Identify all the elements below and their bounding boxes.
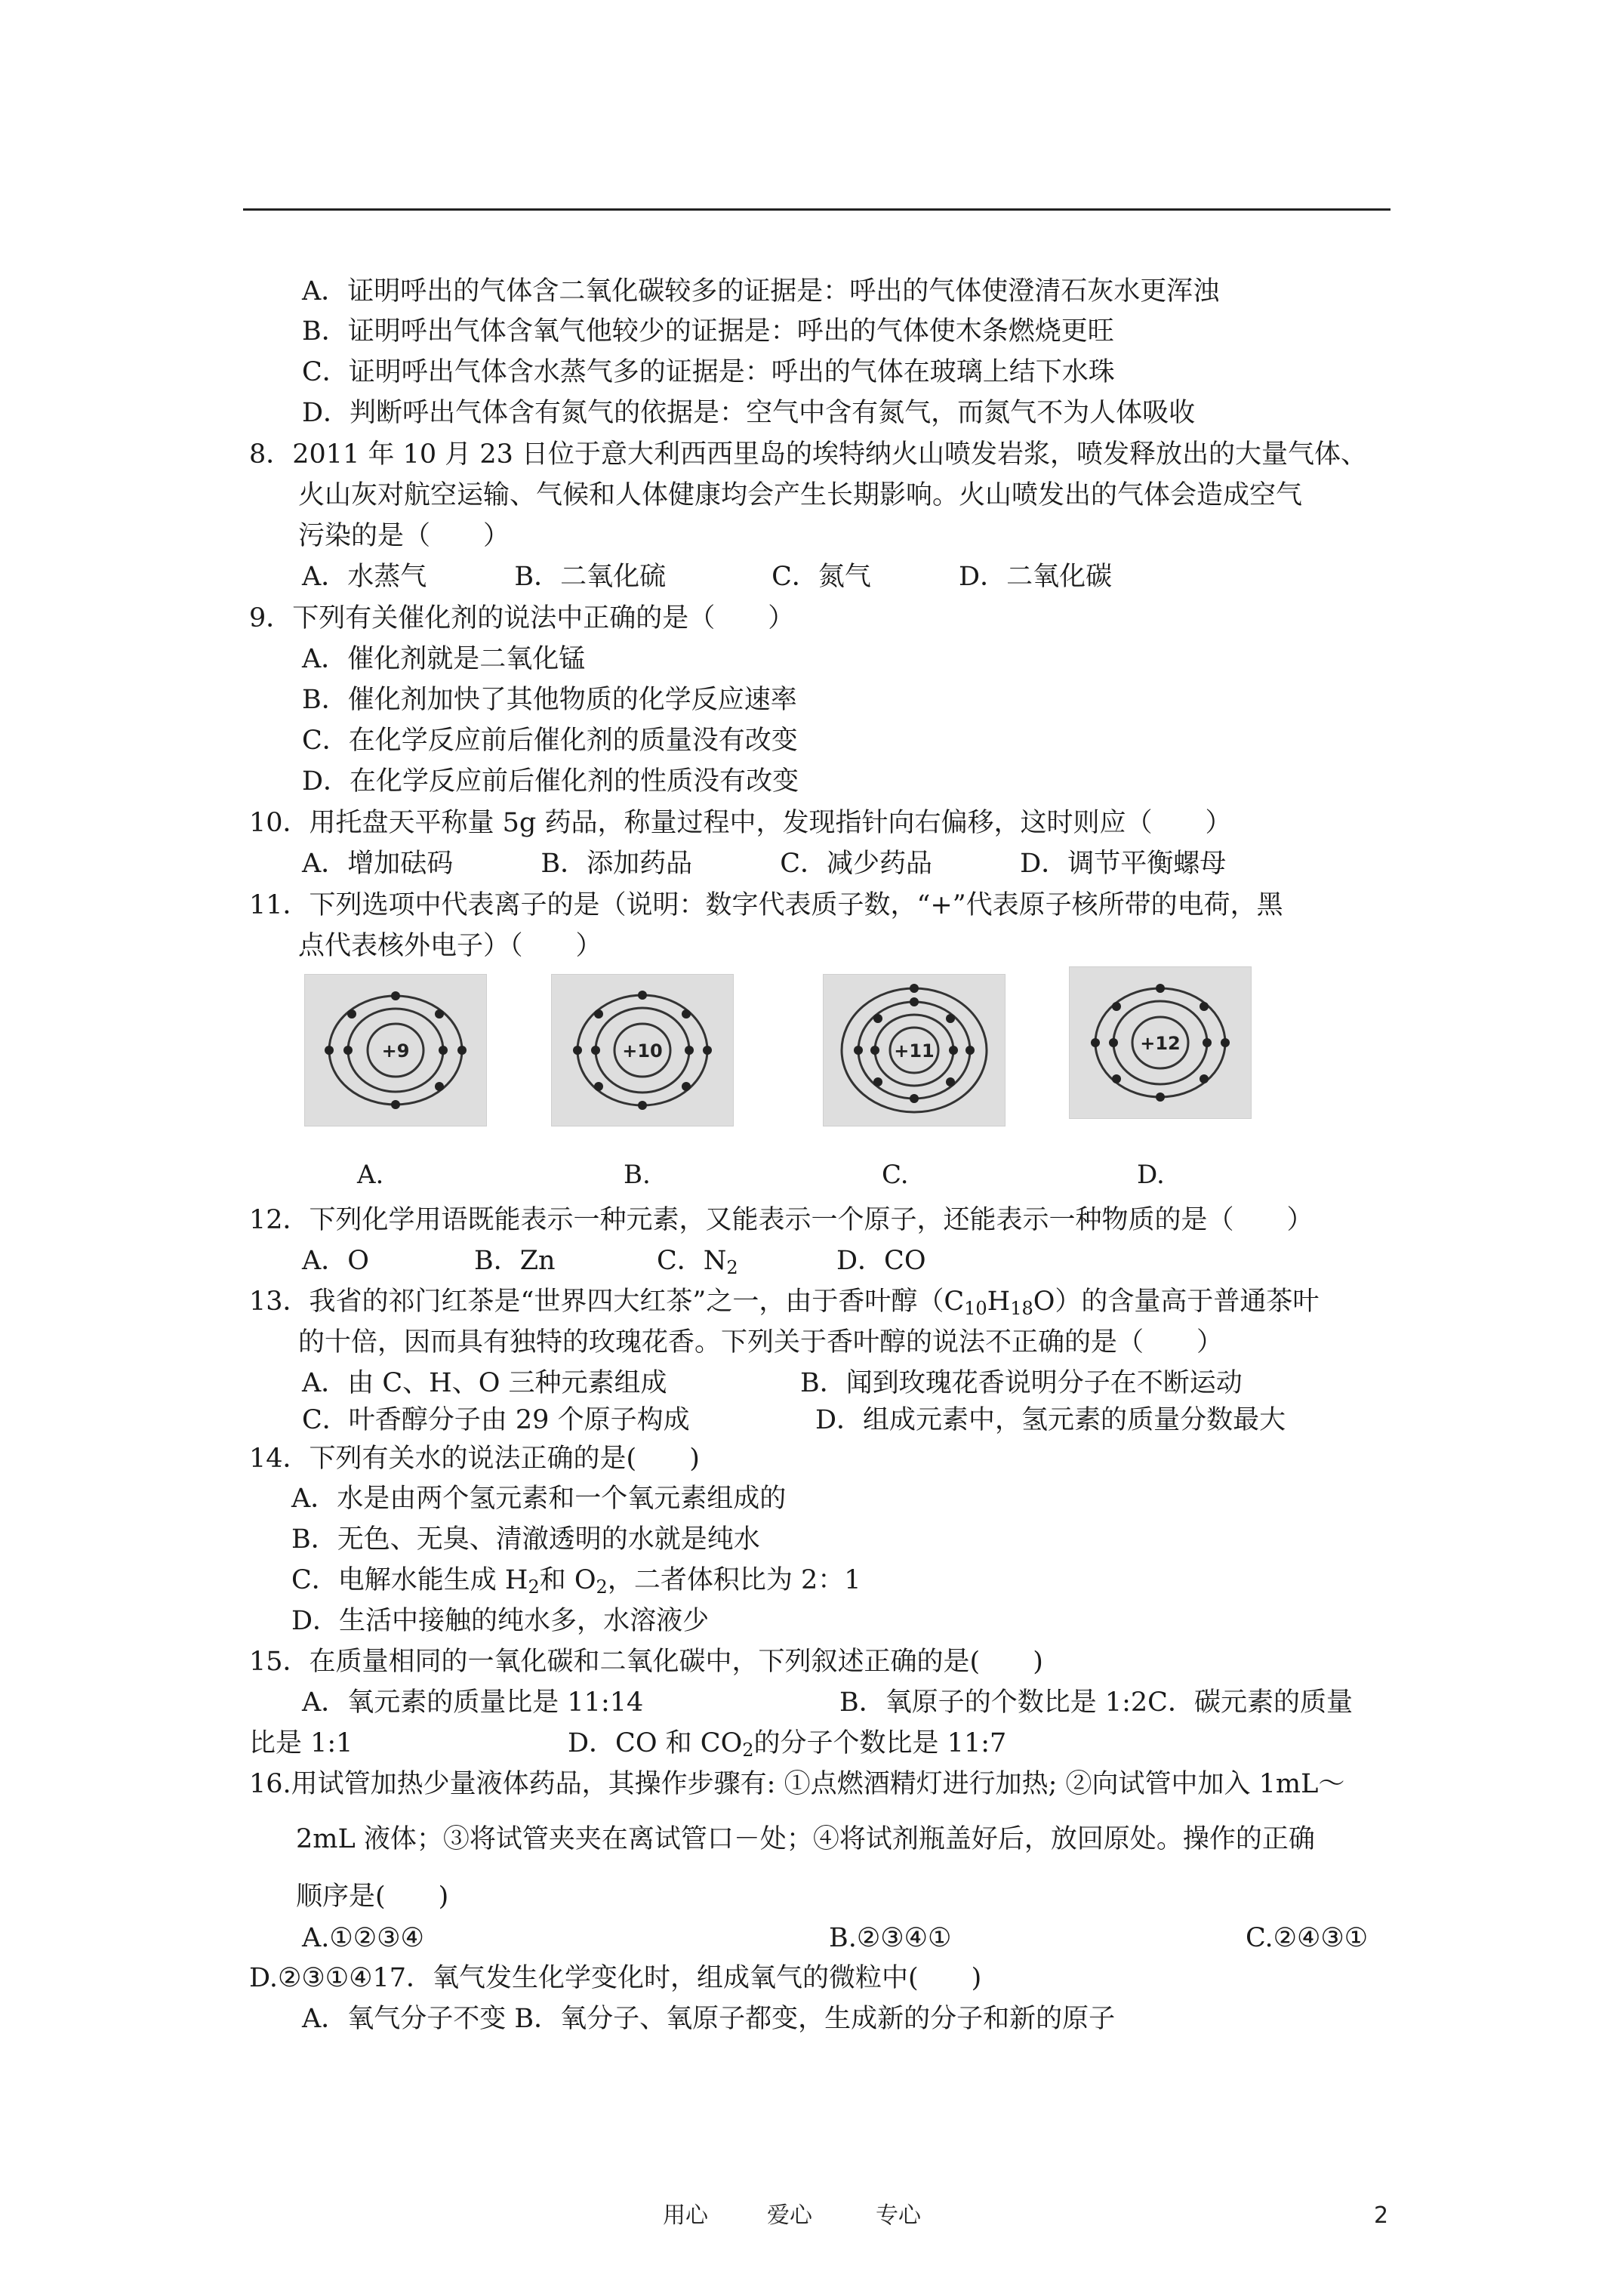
nucleus-label-d: +12 [1140,1033,1181,1054]
q16-option-d-q17-stem: D.②③①④17．氧气发生化学变化时，组成氧气的微粒中( ) [249,1963,982,1993]
q13-option-b: B．闻到玫瑰花香说明分子在不断运动 [800,1368,1243,1398]
footer-slogan-3: 专心 [876,2202,921,2229]
atom-diagram-a-svg [305,975,486,1126]
q13-stem-line2: 的十倍，因而具有独特的玫瑰花香。下列关于香叶醇的说法不正确的是（ ） [298,1327,1224,1358]
atom-diagram-b [551,974,734,1126]
q12-option-c: C．$N_2$ [657,1246,738,1278]
q7-option-b: B．证明呼出气体含氧气他较少的证据是：呼出的气体使木条燃烧更旺 [302,316,1114,347]
q14-stem: 14．下列有关水的说法正确的是( ) [249,1444,700,1474]
q12-option-a: A．O [302,1246,369,1276]
q7-option-a: A．证明呼出的气体含二氧化碳较多的证据是：呼出的气体使澄清石灰水更浑浊 [302,276,1220,307]
q12-option-b: B．Zn [474,1246,556,1276]
q16-option-a: A.①②③④ [302,1923,424,1953]
q9-option-c: C．在化学反应前后催化剂的质量没有改变 [302,726,798,756]
footer-slogan-2: 爱心 [767,2202,812,2229]
q10-stem: 10．用托盘天平称量 5g 药品，称量过程中，发现指针向右偏移，这时则应（ ） [249,808,1232,838]
q13-stem-line1: 13．我省的祁门红茶是“世界四大红茶”之一，由于香叶醇$(C_{10}H_{18}O)$的含量高于普通茶叶 [249,1287,1320,1319]
q14-option-d: D．生活中接触的纯水多，水溶液少 [291,1606,710,1636]
q17-options: A．氧气分子不变 B．氧分子、氧原子都变，生成新的分子和新的原子 [302,2004,1116,2034]
diagram-label-b: B. [624,1160,651,1190]
q16-stem-line3: 顺序是( ) [296,1881,449,1912]
nucleus-label-b: +10 [622,1040,663,1062]
q15-stem: 15．在质量相同的一氧化碳和二氧化碳中，下列叙述正确的是( ) [249,1647,1043,1677]
q15-option-a: A．氧元素的质量比是 11:14 [302,1687,644,1718]
atom-diagram-c [823,974,1006,1126]
q11-stem-line1: 11．下列选项中代表离子的是（说明：数字代表质子数，“+”代表原子核所带的电荷，黑 [249,890,1283,920]
q14-option-c: C．电解水能生成 $H_2$和 $O_2$，二者体积比为 2：1 [291,1565,861,1598]
diagram-label-a: A. [357,1160,384,1190]
q9-stem: 9．下列有关催化剂的说法中正确的是（ ） [249,603,795,633]
q15-option-d: D．CO 和 $CO_2$的分子个数比是 11:7 [568,1728,1007,1761]
atom-diagram-d [1069,966,1252,1119]
q7-option-d: D．判断呼出气体含有氮气的依据是：空气中含有氮气，而氮气不为人体吸收 [302,398,1196,428]
q7-option-c: C．证明呼出气体含水蒸气多的证据是：呼出的气体在玻璃上结下水珠 [302,357,1115,387]
q13-option-d: D．组成元素中，氢元素的质量分数最大 [815,1405,1286,1435]
q16-option-c: C.②④③① [1246,1923,1369,1953]
q16-stem-line1: 16.用试管加热少量液体药品，其操作步骤有: ①点燃酒精灯进行加热; ②向试管中加入 1mL～ [249,1769,1345,1799]
q15-option-bc: B．氧原子的个数比是 1:2C．碳元素的质量 [839,1687,1353,1718]
q8-stem-line3: 污染的是（ ） [298,521,510,551]
nucleus-label-a: +9 [381,1040,410,1062]
atom-diagram-d-svg [1070,967,1251,1118]
q14-option-a: A．水是由两个氢元素和一个氧元素组成的 [291,1484,787,1514]
nucleus-label-c: +11 [894,1040,935,1062]
atom-diagram-c-svg [824,975,1005,1126]
q14-option-b: B．无色、无臭、清澈透明的水就是纯水 [291,1524,760,1555]
q16-stem-line2: 2mL 液体；③将试管夹夹在离试管口－处；④将试剂瓶盖好后，放回原处。操作的正确 [296,1824,1315,1854]
footer-slogan-1: 用心 [663,2202,708,2229]
q12-stem: 12．下列化学用语既能表示一种元素，又能表示一个原子，还能表示一种物质的是（ ） [249,1205,1313,1235]
q12-option-d: D．CO [836,1246,926,1276]
q10-options: A．增加砝码 B．添加药品 C．减少药品 D．调节平衡螺母 [302,849,1227,879]
diagram-label-d: D. [1137,1160,1165,1190]
q15-line3: 比是 1:1 [249,1728,353,1758]
q9-option-b: B．催化剂加快了其他物质的化学反应速率 [302,685,797,715]
atom-diagram-a [304,974,487,1126]
q9-option-a: A．催化剂就是二氧化锰 [302,644,586,674]
diagram-label-c: C. [882,1160,909,1190]
q16-option-b: B.②③④① [829,1923,952,1953]
q8-options: A．水蒸气 B．二氧化硫 C．氮气 D．二氧化碳 [302,562,1113,592]
header-rule [243,208,1390,211]
atom-diagram-b-svg [552,975,733,1126]
page-number: 2 [1374,2202,1389,2229]
q11-stem-line2: 点代表核外电子）（ ） [298,931,602,961]
q13-option-a: A．由 C、H、O 三种元素组成 [302,1368,667,1398]
q8-stem-line2: 火山灰对航空运输、气候和人体健康均会产生长期影响。火山喷发出的气体会造成空气 [298,480,1303,510]
q9-option-d: D．在化学反应前后催化剂的性质没有改变 [302,766,799,797]
q13-option-c: C．叶香醇分子由 29 个原子构成 [302,1405,690,1435]
q8-stem-line1: 8．2011 年 10 月 23 日位于意大利西西里岛的埃特纳火山喷发岩浆，喷发释放出的大量气体、 [249,439,1368,470]
